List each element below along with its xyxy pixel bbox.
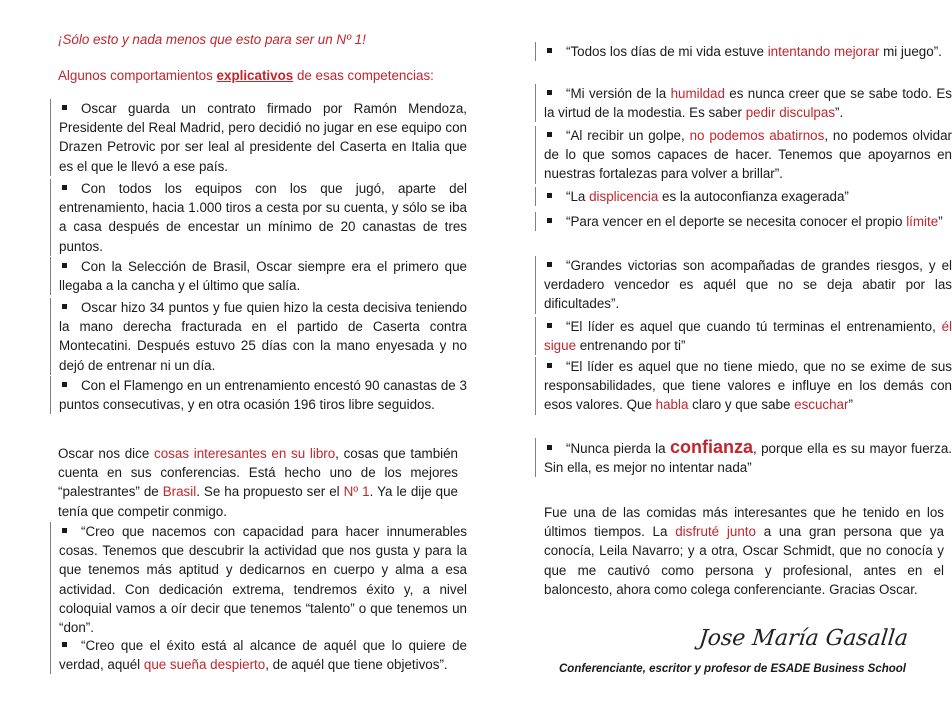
intro-paragraph: Oscar nos dice cosas interesantes en su libro, cosas que también cuenta en sus conferencias. Está hecho uno de los mejores “palestrantes” de Brasil. Se ha propuesto ser el Nº 1. Ya le dije que tenía que competir conmigo. bbox=[58, 446, 459, 519]
quote-item: “Nunca pierda la confianza, porque ella es su mayor fuerza. Sin ella, es mejor no intentar nada” bbox=[535, 438, 952, 477]
quote-item: “Grandes victorias son acompañadas de grandes riesgos, y el verdadero vencedor es aquél que no se deja abatir por las dificultades”. bbox=[535, 256, 952, 314]
bullet-icon bbox=[547, 323, 552, 328]
bullet-icon bbox=[62, 382, 67, 387]
quote-item: “El líder es aquel que no tiene miedo, que no se exime de sus responsabilidades, que tiene valores e influye en los demás con esos valores. Que habla claro y que sabe escuchar” bbox=[535, 357, 952, 415]
bullet-icon bbox=[62, 642, 67, 647]
signature: Jose María Gasalla bbox=[697, 626, 910, 651]
quote-item: “Creo que nacemos con capacidad para hacer innumerables cosas. Tenemos que descubrir la actividad que nos gusta y para la que tenemos más aptitud y dedicarnos en cuerpo y alma a esa actividad. Con dedicación extrema, tendremos éxito y, a nivel coloquial vamos a oír decir que tenemos “talento” o que tenemos un “don”. bbox=[50, 522, 467, 637]
author-role: Conferenciante, escritor y profesor de ESADE Business School bbox=[558, 663, 906, 675]
bullet-icon bbox=[62, 528, 67, 533]
quote-item: “La displicencia es la autoconfianza exagerada” bbox=[535, 187, 952, 206]
heading: ¡Sólo esto y nada menos que esto para ser un Nº 1! bbox=[58, 32, 366, 47]
bullet-icon bbox=[547, 262, 552, 267]
bullet-icon bbox=[547, 363, 552, 368]
list-item: Con la Selección de Brasil, Oscar siempre era el primero que llegaba a la cancha y el último que salía. bbox=[50, 257, 467, 295]
bullet-icon bbox=[62, 105, 67, 110]
quote-item: “Todos los días de mi vida estuve intentando mejorar mi juego”. bbox=[535, 42, 952, 61]
list-item: Con todos los equipos con los que jugó, aparte del entrenamiento, hacia 1.000 tiros a cesta por su cuenta, y sólo se iba a casa después de encestar un mínimo de 20 canastas de tres puntos. bbox=[50, 179, 467, 256]
bullet-icon bbox=[547, 193, 552, 198]
bullet-icon bbox=[547, 48, 552, 53]
list-item: Oscar guarda un contrato firmado por Ramón Mendoza, Presidente del Real Madrid, pero decidió no jugar en ese equipo con Drazen Petrovic por ser leal al presidente del Caserta en Italia que es el que le llevó a ese país. bbox=[50, 99, 467, 176]
quote-item: “El líder es aquel que cuando tú terminas el entrenamiento, él sigue entrenando por ti” bbox=[535, 317, 952, 355]
quote-item: “Mi versión de la humildad es nunca creer que se sabe todo. Es la virtud de la modestia. Es saber pedir disculpas”. bbox=[535, 84, 952, 122]
bullet-icon bbox=[547, 90, 552, 95]
bullet-icon bbox=[62, 263, 67, 268]
bullet-icon bbox=[547, 445, 552, 450]
bullet-icon bbox=[62, 304, 67, 309]
bullet-icon bbox=[62, 185, 67, 190]
list-item: Oscar hizo 34 puntos y fue quien hizo la cesta decisiva teniendo la mano derecha fracturada en el partido de Caserta contra Montecatini. Después estuvo 25 días con la mano enyesada y no dejó de entrenar ni un día. bbox=[50, 298, 467, 375]
quote-item: “Al recibir un golpe, no podemos abatirnos, no podemos olvidar de lo que somos capaces de hacer. Tenemos que apoyarnos en nuestras fortalezas para volver a brillar”. bbox=[535, 126, 952, 184]
quote-item: “Para vencer en el deporte se necesita conocer el propio límite” bbox=[535, 212, 952, 231]
subheading: Algunos comportamientos explicativos de esas competencias: bbox=[58, 68, 434, 83]
bullet-icon bbox=[547, 218, 552, 223]
bullet-icon bbox=[547, 132, 552, 137]
quote-item: “Creo que el éxito está al alcance de aquél que lo quiere de verdad, aquél que sueña despierto, de aquél que tiene objetivos”. bbox=[50, 636, 467, 674]
list-item: Con el Flamengo en un entrenamiento encestó 90 canastas de 3 puntos consecutivas, y en otra ocasión 196 tiros libre seguidos. bbox=[50, 376, 467, 414]
closing-paragraph: Fue una de las comidas más interesantes que he tenido en los últimos tiempos. La disfruté junto a una gran persona que ya conocía, Leila Navarro; y a otra, Oscar Schmidt, que no conocía y que me cautivó como persona y profesional, antes en el baloncesto, ahora como colega conferenciante. Gracias Oscar. bbox=[544, 505, 944, 597]
